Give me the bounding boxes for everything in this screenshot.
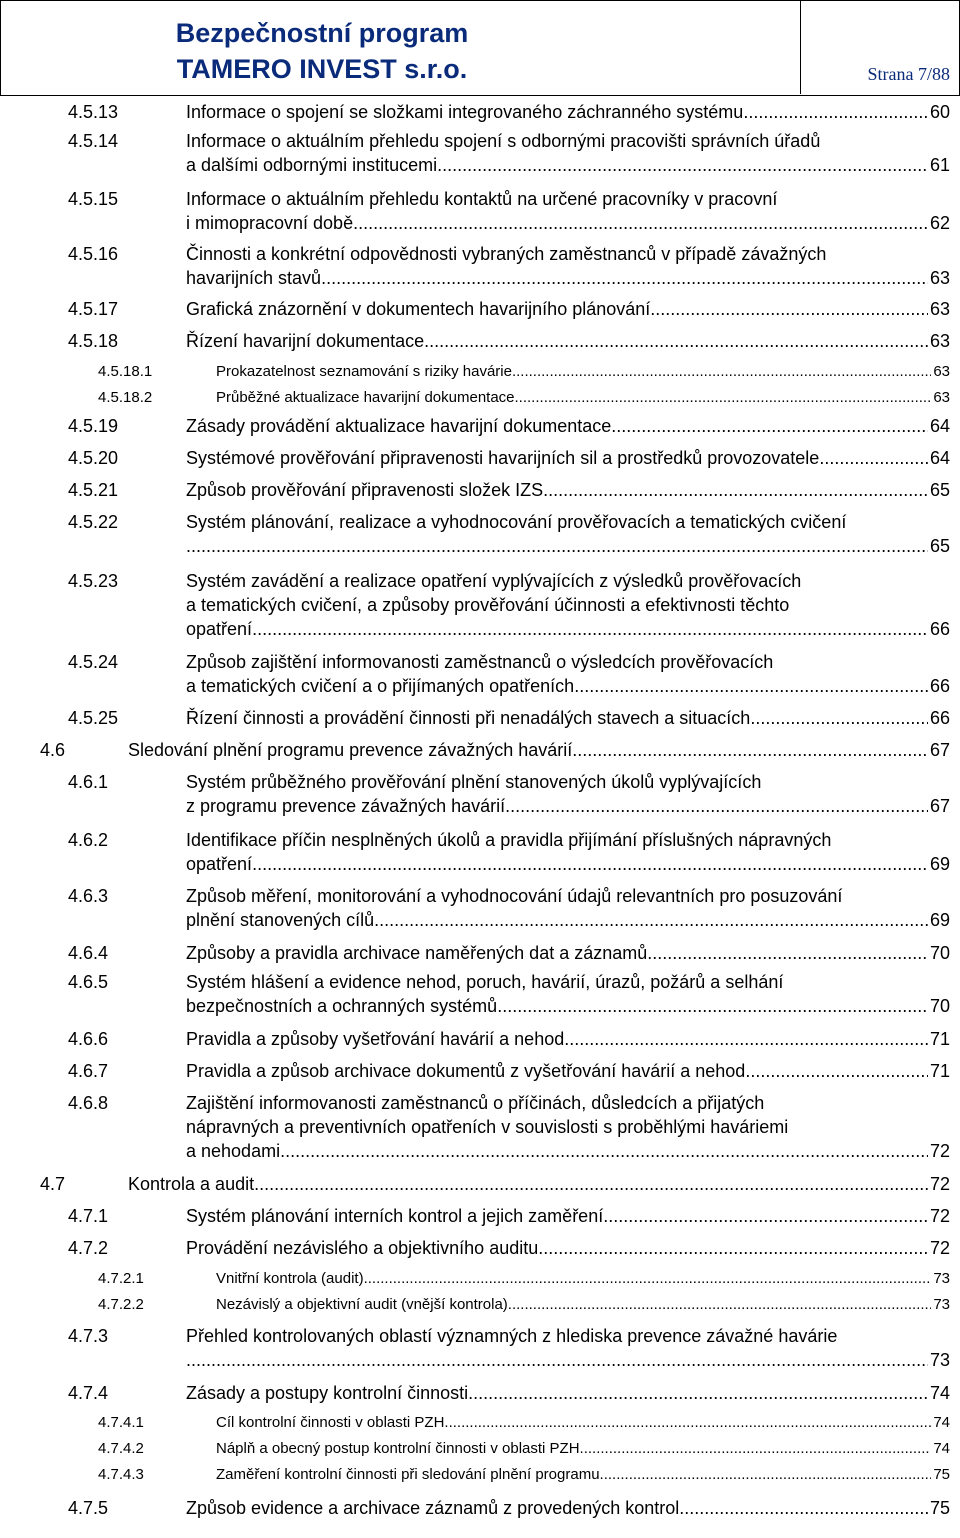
toc-dot-leader (280, 1139, 928, 1163)
toc-entry-title (186, 329, 950, 353)
toc-entry-title (216, 1464, 950, 1486)
toc-entry-text: Cíl kontrolní činnosti v oblasti PZH (216, 1414, 445, 1431)
toc-entry-number: 4.7.4 (68, 1383, 109, 1403)
toc-entry-number: 4.7.1 (68, 1206, 109, 1226)
toc-page-number: 63 (929, 331, 950, 351)
toc-page-number: 71 (929, 1029, 950, 1049)
toc-entry-title (128, 1172, 950, 1196)
toc-entry-last-line (186, 153, 950, 177)
toc-entry-last-line (186, 211, 950, 235)
toc-page-number: 63 (933, 389, 950, 406)
toc-page-number: 73 (933, 1296, 950, 1313)
toc-page-number: 74 (933, 1414, 950, 1431)
toc-entry-last-line (186, 908, 950, 932)
toc-entry-line: Zajištění informovanosti zaměstnanců o příčinách, důsledcích a přijatých (186, 1093, 765, 1113)
toc-dot-leader (603, 1204, 928, 1228)
toc-entry-text: Zaměření kontrolní činnosti při sledování plnění programu (216, 1466, 600, 1483)
toc-dot-leader (819, 446, 928, 470)
toc-dot-leader (679, 1496, 928, 1520)
toc-page-number: 74 (933, 1440, 950, 1457)
toc-entry-last-line (186, 1059, 950, 1083)
toc-entry-line: Systém průběžného prověřování plnění stanovených úkolů vyplývajících (186, 772, 762, 792)
page-number: Strana 7/88 (867, 64, 950, 84)
toc-entry-number: 4.5.22 (68, 512, 119, 532)
page-header (0, 0, 960, 96)
toc-entry-last-line (186, 478, 950, 502)
toc-entry-number: 4.5.24 (68, 652, 119, 672)
toc-entry-number: 4.7.4.3 (98, 1466, 144, 1483)
toc-entry-text: Zásady provádění aktualizace havarijní dokumentace (186, 416, 612, 436)
toc-page-number: 64 (929, 448, 950, 468)
toc-entry-text: Způsoby a pravidla archivace naměřených dat a záznamů (186, 943, 648, 963)
toc-entry-title (186, 129, 950, 177)
toc-entry-line: nápravných a preventivních opatřeních v souvislosti s proběhlými haváriemi (186, 1117, 789, 1137)
toc-entry-title (186, 1236, 950, 1260)
toc-page-number: 66 (929, 676, 950, 696)
toc-dot-leader (437, 153, 928, 177)
toc-entry-title (216, 1412, 950, 1434)
toc-entry-last-line (186, 446, 950, 470)
toc-entry-text: Provádění nezávislého a objektivního auditu (186, 1238, 539, 1258)
toc-page-number: 72 (929, 1206, 950, 1226)
toc-entry-last-line (186, 534, 950, 558)
toc-page-number: 73 (929, 1350, 950, 1370)
toc-entry-last-line (186, 852, 950, 876)
toc-entry-text: Nezávislý a objektivní audit (vnější kontrola) (216, 1296, 508, 1313)
toc-entry-last-line (216, 1294, 950, 1316)
toc-page-number: 72 (929, 1141, 950, 1161)
toc-entry-text: Způsob prověřování připravenosti složek IZS (186, 480, 544, 500)
toc-entry-number: 4.5.21 (68, 480, 119, 500)
toc-entry-line: a tematických cvičení, a způsoby prověřování účinnosti a efektivnosti těchto (186, 595, 790, 615)
toc-entry-last-line (216, 361, 950, 383)
toc-entry-number: 4.6 (40, 740, 66, 760)
toc-entry-title (186, 569, 950, 641)
toc-entry-number: 4.6.6 (68, 1029, 109, 1049)
toc-entry-title (216, 361, 950, 383)
toc-dot-leader (186, 1348, 928, 1372)
toc-entry-text: i mimopracovní době (186, 213, 354, 233)
toc-entry-text: Průběžné aktualizace havarijní dokumentace (216, 389, 515, 406)
toc-entry-number: 4.5.18.1 (98, 363, 153, 380)
toc-entry-last-line (186, 1381, 950, 1405)
toc-dot-leader (512, 361, 931, 383)
toc-entry-number: 4.6.3 (68, 886, 109, 906)
toc-entry-last-line (186, 100, 950, 124)
toc-dot-leader (254, 1172, 928, 1196)
toc-entry-line: Identifikace příčin nesplněných úkolů a pravidla přijímání příslušných nápravných (186, 830, 832, 850)
toc-entry-title (186, 706, 950, 730)
toc-dot-leader (505, 794, 928, 818)
toc-entry-last-line (186, 1496, 950, 1520)
toc-dot-leader (515, 387, 932, 409)
toc-dot-leader (543, 478, 928, 502)
toc-dot-leader (564, 1027, 928, 1051)
toc-page-number: 62 (929, 213, 950, 233)
toc-entry-last-line (186, 994, 950, 1018)
toc-entry-text: havarijních stavů (186, 268, 322, 288)
toc-page-number: 71 (929, 1061, 950, 1081)
toc-entry-last-line (128, 738, 950, 762)
toc-entry-line: Způsob zajištění informovanosti zaměstnanců o výsledcích prověřovacích (186, 652, 774, 672)
toc-entry-number: 4.7.3 (68, 1326, 109, 1346)
toc-entry-text: Řízení havarijní dokumentace (186, 331, 425, 351)
toc-entry-last-line (216, 387, 950, 409)
toc-entry-title (186, 1091, 950, 1163)
toc-entry-title (186, 650, 950, 698)
toc-entry-title (186, 884, 950, 932)
toc-entry-last-line (216, 1438, 950, 1460)
toc-page-number: 69 (929, 910, 950, 930)
toc-dot-leader (572, 738, 928, 762)
toc-entry-title (128, 738, 950, 762)
toc-entry-number: 4.7.2.2 (98, 1296, 144, 1313)
toc-entry-number: 4.6.5 (68, 972, 109, 992)
toc-dot-leader (745, 1059, 928, 1083)
toc-entry-line: Informace o aktuálním přehledu spojení s odbornými pracovišti správních úřadů (186, 131, 821, 151)
toc-page-number: 74 (929, 1383, 950, 1403)
toc-entry-last-line (186, 297, 950, 321)
toc-dot-leader (353, 211, 928, 235)
toc-dot-leader (364, 1268, 932, 1290)
toc-page-number: 72 (929, 1174, 950, 1194)
toc-dot-leader (647, 941, 928, 965)
toc-page-number: 65 (929, 480, 950, 500)
toc-entry-last-line (186, 1027, 950, 1051)
toc-entry-title (186, 242, 950, 290)
toc-entry-line: Činnosti a konkrétní odpovědnosti vybraných zaměstnanců v případě závažných (186, 244, 827, 264)
toc-dot-leader (252, 852, 928, 876)
toc-entry-number: 4.6.7 (68, 1061, 109, 1081)
toc-entry-title (186, 1027, 950, 1051)
toc-entry-line: Způsob měření, monitorování a vyhodnocování údajů relevantních pro posuzování (186, 886, 843, 906)
toc-entry-number: 4.5.13 (68, 102, 119, 122)
toc-entry-title (186, 1204, 950, 1228)
toc-page-number: 67 (929, 796, 950, 816)
toc-page-number: 75 (929, 1498, 950, 1518)
toc-entry-last-line (128, 1172, 950, 1196)
toc-entry-last-line (216, 1268, 950, 1290)
toc-entry-text: Náplň a obecný postup kontrolní činnosti v oblasti PZH (216, 1440, 580, 1457)
toc-dot-leader (321, 266, 928, 290)
toc-entry-number: 4.5.17 (68, 299, 119, 319)
toc-entry-number: 4.5.19 (68, 416, 119, 436)
toc-entry-title (186, 970, 950, 1018)
toc-dot-leader (538, 1236, 928, 1260)
toc-entry-number: 4.5.14 (68, 131, 119, 151)
toc-page-number: 63 (933, 363, 950, 380)
toc-page-number: 60 (929, 102, 950, 122)
toc-entry-last-line (186, 706, 950, 730)
company-name: TAMERO INVEST s.r.o. (176, 54, 468, 84)
toc-entry-number: 4.5.25 (68, 708, 119, 728)
toc-entry-text: Způsob evidence a archivace záznamů z provedených kontrol (186, 1498, 680, 1518)
toc-entry-number: 4.5.20 (68, 448, 119, 468)
toc-entry-last-line (186, 414, 950, 438)
document-title: Bezpečnostní program (175, 18, 469, 48)
toc-entry-line: Systém zavádění a realizace opatření vyplývajících z výsledků prověřovacích (186, 571, 802, 591)
toc-entry-text: Sledování plnění programu prevence závažných havárií (128, 740, 573, 760)
toc-entry-title (216, 1268, 950, 1290)
toc-dot-leader (424, 329, 928, 353)
toc-entry-text: Informace o spojení se složkami integrovaného záchranného systému (186, 102, 744, 122)
toc-dot-leader (574, 674, 928, 698)
toc-entry-number: 4.7.4.2 (98, 1440, 144, 1457)
toc-dot-leader (580, 1438, 932, 1460)
toc-entry-text: a tematických cvičení a o přijímaných opatřeních (186, 676, 575, 696)
toc-entry-title (186, 446, 950, 470)
toc-entry-line: Systém hlášení a evidence nehod, poruch, havárií, úrazů, požárů a selhání (186, 972, 784, 992)
toc-entry-last-line (186, 674, 950, 698)
toc-entry-number: 4.7.4.1 (98, 1414, 144, 1431)
toc-entry-title (186, 1324, 950, 1372)
toc-entry-text: bezpečnostních a ochranných systémů (186, 996, 498, 1016)
toc-entry-last-line (186, 266, 950, 290)
toc-entry-title (186, 478, 950, 502)
toc-entry-text: a dalšími odbornými institucemi (186, 155, 438, 175)
toc-page-number: 61 (929, 155, 950, 175)
toc-entry-number: 4.7.2.1 (98, 1270, 144, 1287)
toc-page-number: 69 (929, 854, 950, 874)
toc-dot-leader (374, 908, 928, 932)
toc-page-number: 72 (929, 1238, 950, 1258)
toc-entry-number: 4.6.1 (68, 772, 109, 792)
toc-dot-leader (444, 1412, 931, 1434)
toc-entry-text: Kontrola a audit (128, 1174, 255, 1194)
toc-entry-title (186, 828, 950, 876)
toc-dot-leader (743, 100, 928, 124)
toc-entry-number: 4.7.2 (68, 1238, 109, 1258)
toc-entry-last-line (186, 1204, 950, 1228)
toc-entry-text: Řízení činnosti a provádění činnosti při nenadálých stavech a situacích (186, 708, 751, 728)
toc-entry-title (186, 941, 950, 965)
toc-dot-leader (600, 1464, 932, 1486)
toc-entry-text: Zásady a postupy kontrolní činnosti (186, 1383, 469, 1403)
toc-dot-leader (611, 414, 928, 438)
toc-dot-leader (497, 994, 928, 1018)
toc-entry-last-line (186, 1139, 950, 1163)
toc-page-number: 63 (929, 299, 950, 319)
toc-entry-text: Pravidla a způsoby vyšetřování havárií a nehod (186, 1029, 565, 1049)
toc-entry-number: 4.6.8 (68, 1093, 109, 1113)
toc-dot-leader (186, 534, 928, 558)
toc-entry-last-line (186, 329, 950, 353)
toc-dot-leader (650, 297, 928, 321)
toc-entry-text: Grafická znázornění v dokumentech havarijního plánování (186, 299, 651, 319)
toc-entry-text: opatření (186, 854, 253, 874)
toc-page-number: 70 (929, 943, 950, 963)
toc-dot-leader (750, 706, 928, 730)
toc-page-number: 65 (929, 536, 950, 556)
toc-entry-text: opatření (186, 619, 253, 639)
toc-dot-leader (252, 617, 928, 641)
toc-entry-line: Systém plánování, realizace a vyhodnocování prověřovacích a tematických cvičení (186, 512, 847, 532)
toc-page-number: 66 (929, 619, 950, 639)
toc-entry-title (186, 1496, 950, 1520)
toc-entry-title (186, 297, 950, 321)
toc-entry-text: Pravidla a způsob archivace dokumentů z vyšetřování havárií a nehod (186, 1061, 746, 1081)
toc-entry-text: Systémové prověřování připravenosti havarijních sil a prostředků provozovatele (186, 448, 820, 468)
toc-entry-title (186, 1381, 950, 1405)
toc-entry-title (186, 414, 950, 438)
toc-entry-line: Přehled kontrolovaných oblastí významných z hlediska prevence závažné havárie (186, 1326, 838, 1346)
toc-entry-last-line (186, 1348, 950, 1372)
toc-entry-text: Prokazatelnost seznamování s riziky havárie (216, 363, 512, 380)
toc-entry-number: 4.7.5 (68, 1498, 109, 1518)
toc-entry-last-line (186, 1236, 950, 1260)
toc-entry-text: Vnitřní kontrola (audit) (216, 1270, 364, 1287)
toc-entry-title (186, 770, 950, 818)
toc-page-number: 63 (929, 268, 950, 288)
toc-dot-leader (508, 1294, 932, 1316)
toc-page-number: 67 (929, 740, 950, 760)
toc-page-number: 70 (929, 996, 950, 1016)
toc-entry-title (186, 1059, 950, 1083)
toc-entry-title (216, 387, 950, 409)
toc-entry-number: 4.5.18 (68, 331, 119, 351)
toc-entry-number: 4.7 (40, 1174, 66, 1194)
toc-entry-text: Systém plánování interních kontrol a jejich zaměření (186, 1206, 604, 1226)
toc-entry-line: Informace o aktuálním přehledu kontaktů na určené pracovníky v pracovní (186, 189, 778, 209)
toc-entry-title (216, 1438, 950, 1460)
toc-page-number: 66 (929, 708, 950, 728)
toc-entry-title (186, 187, 950, 235)
toc-entry-text: z programu prevence závažných havárií (186, 796, 506, 816)
toc-entry-number: 4.5.16 (68, 244, 119, 264)
toc-page-number: 64 (929, 416, 950, 436)
toc-page-number: 73 (933, 1270, 950, 1287)
toc-entry-last-line (186, 617, 950, 641)
toc-entry-last-line (216, 1412, 950, 1434)
toc-entry-title (186, 100, 950, 124)
toc-entry-number: 4.5.18.2 (98, 389, 153, 406)
toc-entry-last-line (216, 1464, 950, 1486)
toc-entry-title (216, 1294, 950, 1316)
toc-entry-number: 4.6.4 (68, 943, 109, 963)
toc-entry-title (186, 510, 950, 558)
toc-entry-number: 4.5.15 (68, 189, 119, 209)
toc-entry-last-line (186, 941, 950, 965)
toc-entry-number: 4.6.2 (68, 830, 109, 850)
toc-entry-last-line (186, 794, 950, 818)
toc-entry-text: plnění stanovených cílů (186, 910, 375, 930)
toc-dot-leader (468, 1381, 928, 1405)
toc-entry-number: 4.5.23 (68, 571, 119, 591)
toc-entry-text: a nehodami (186, 1141, 281, 1161)
toc-page-number: 75 (933, 1466, 950, 1483)
